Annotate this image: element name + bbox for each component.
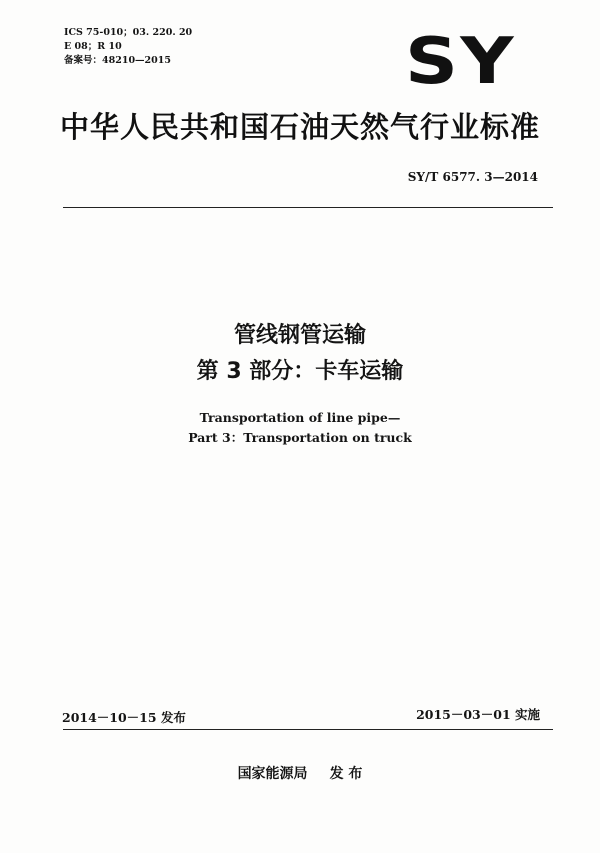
publish-date: 2014－10－15 发布 [62, 710, 186, 725]
publisher-action: 发 布 [329, 766, 363, 782]
industry-standard-title: 中华人民共和国石油天然气行业标准 [59, 110, 540, 144]
filing-number: 备案号：48210—2015 [64, 55, 171, 66]
publisher-line [0, 763, 600, 783]
ics-code: ICS 75-010；03. 220. 20 [64, 27, 193, 38]
chinese-title-line-2: 第 3 部分：卡车运输 [196, 359, 404, 384]
top-divider [63, 207, 553, 208]
effective-date: 2015－03－01 实施 [416, 707, 540, 722]
sy-logo: SY [405, 25, 516, 99]
bottom-divider [63, 729, 553, 730]
english-title-line-2: Part 3：Transportation on truck [188, 430, 412, 445]
category-code: E 08；R 10 [64, 41, 122, 52]
english-title-line-1: Transportation of line pipe— [199, 410, 401, 425]
standard-number: SY/T 6577. 3—2014 [407, 170, 538, 184]
publisher-name: 国家能源局 [237, 766, 308, 782]
chinese-title-line-1: 管线钢管运输 [233, 323, 366, 348]
classification-block [64, 26, 192, 68]
